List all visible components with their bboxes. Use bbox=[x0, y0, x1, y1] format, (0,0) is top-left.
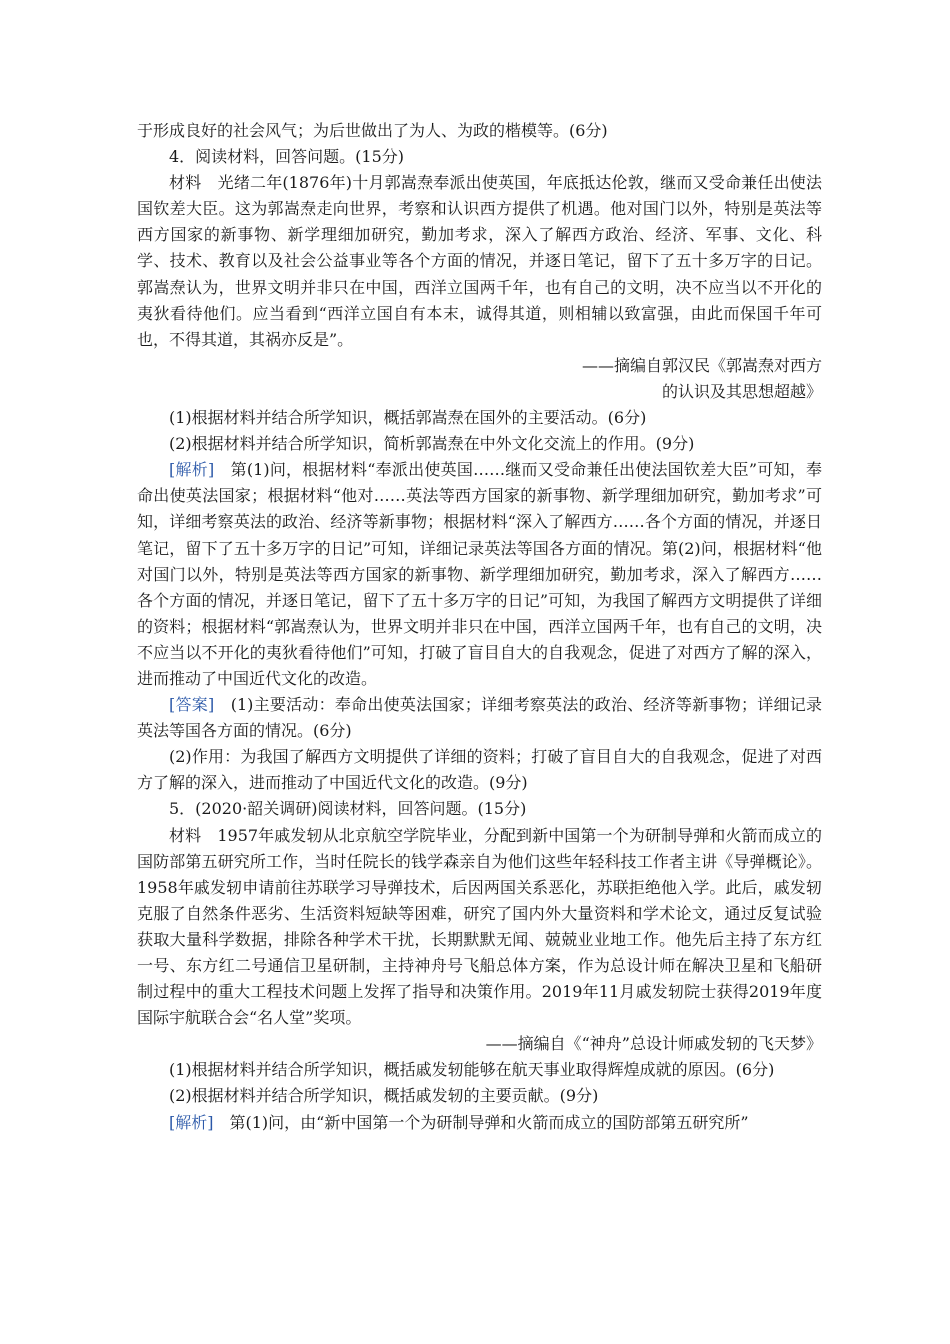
analysis-tag: [解析] bbox=[169, 460, 215, 480]
analysis-tag: [解析] bbox=[169, 1112, 214, 1132]
document-body bbox=[137, 118, 822, 1136]
q4-subquestion-1: (1)根据材料并结合所学知识，概括郭嵩焘在国外的主要活动。(6分) bbox=[169, 408, 647, 428]
q4-material: 材料 光绪二年(1876年)十月郭嵩焘奉派出使英国，年底抵达伦敦，继而又受命兼任出使法国钦差大臣。这为郭嵩焘走向世界，考察和认识西方提供了机遇。他对国门以外，特别是英法等西方国家的新事物、新学理细加研究，勤加考求，深入了解西方政治、经济、军事、文化、科学、技术、教育以及社会公益事业等各个方面的情况，并逐日笔记，留下了五十多万字的日记。郭嵩焘认为，世界文明并非只在中国，西洋立国两千年，也有自己的文明，决不应当以不开化的夷狄看待他们。应当看到“西洋立国自有本末，诚得其道，则相辅以致富强，由此而保国千年可也，不得其道，其祸亦反是”。 bbox=[137, 173, 822, 349]
q5-subquestion-2: (2)根据材料并结合所学知识，概括戚发轫的主要贡献。(9分) bbox=[169, 1086, 599, 1106]
q5-subquestion-1: (1)根据材料并结合所学知识，概括戚发轫能够在航天事业取得辉煌成就的原因。(6分) bbox=[169, 1060, 775, 1080]
q5-analysis bbox=[137, 1110, 822, 1136]
q4-analysis-text: 第(1)问，根据材料“奉派出使英国……继而又受命兼任出使法国钦差大臣”可知，奉命出使英法国家；根据材料“他对……英法等西方国家的新事物、新学理细加研究，勤加考求”可知，详细考察英法的政治、经济等新事物；根据材料“深入了解西方……各个方面的情况，并逐日笔记，留下了五十多万字的日记”可知，详细记录英法等国各方面的情况。第(2)问，根据材料“他对国门以外，特别是英法等西方国家的新事物、新学理细加研究，勤加考求，深入了解西方……各个方面的情况，并逐日笔记，留下了五十多万字的日记”可知，为我国了解西方文明提供了详细的资料；根据材料“郭嵩焘认为，世界文明并非只在中国，西洋立国两千年，也有自己的文明，决不应当以不开化的夷狄看待他们”可知，打破了盲目自大的自我观念，促进了对西方了解的深入，进而推动了中国近代文化的改造。 bbox=[137, 460, 822, 688]
q5-source: ——摘编自《“神舟”总设计师戚发轫的飞天梦》 bbox=[485, 1034, 822, 1054]
q3-answer-end: 于形成良好的社会风气；为后世做出了为人、为政的楷模等。(6分) bbox=[137, 121, 608, 140]
answer-tag: [答案] bbox=[169, 695, 215, 715]
q4-source-line1: ——摘编自郭汉民《郭嵩焘对西方 bbox=[581, 355, 822, 375]
q4-source-line2: 的认识及其思想超越》 bbox=[661, 381, 822, 401]
q4-heading: 4．阅读材料，回答问题。(15分) bbox=[169, 147, 405, 167]
q4-answer-1-text: (1)主要活动：奉命出使英法国家；详细考察英法的政治、经济等新事物；详细记录英法等国各方面的情况。(6分) bbox=[137, 695, 822, 741]
q5-material: 材料 1957年戚发轫从北京航空学院毕业，分配到新中国第一个为研制导弹和火箭而成立的国防部第五研究所工作，当时任院长的钱学森亲自为他们这些年轻科技工作者主讲《导弹概论》。1958年戚发轫申请前往苏联学习导弹技术，后因两国关系恶化，苏联拒绝他入学。此后，戚发轫克服了自然条件恶劣、生活资料短缺等困难，研究了国内外大量资料和学术论文，通过反复试验获取大量科学数据，排除各种学术干扰，长期默默无闻、兢兢业业地工作。他先后主持了东方红一号、东方红二号通信卫星研制，主持神舟号飞船总体方案，作为总设计师在解决卫星和飞船研制过程中的重大工程技术问题上发挥了指导和决策作用。2019年11月戚发轫院士获得2019年度国际宇航联合会“名人堂”奖项。 bbox=[137, 825, 822, 1028]
q4-answer-1 bbox=[137, 692, 822, 744]
q5-analysis-text: 第(1)问，由“新中国第一个为研制导弹和火箭而成立的国防部第五研究所” bbox=[213, 1112, 749, 1132]
q5-heading: 5．(2020·韶关调研)阅读材料，回答问题。(15分) bbox=[169, 799, 527, 819]
q4-subquestion-2: (2)根据材料并结合所学知识，简析郭嵩焘在中外文化交流上的作用。(9分) bbox=[169, 434, 695, 454]
q4-answer-2: (2)作用：为我国了解西方文明提供了详细的资料；打破了盲目自大的自我观念，促进了对西方了解的深入，进而推动了中国近代文化的改造。(9分) bbox=[137, 747, 822, 793]
q4-analysis bbox=[137, 457, 822, 692]
